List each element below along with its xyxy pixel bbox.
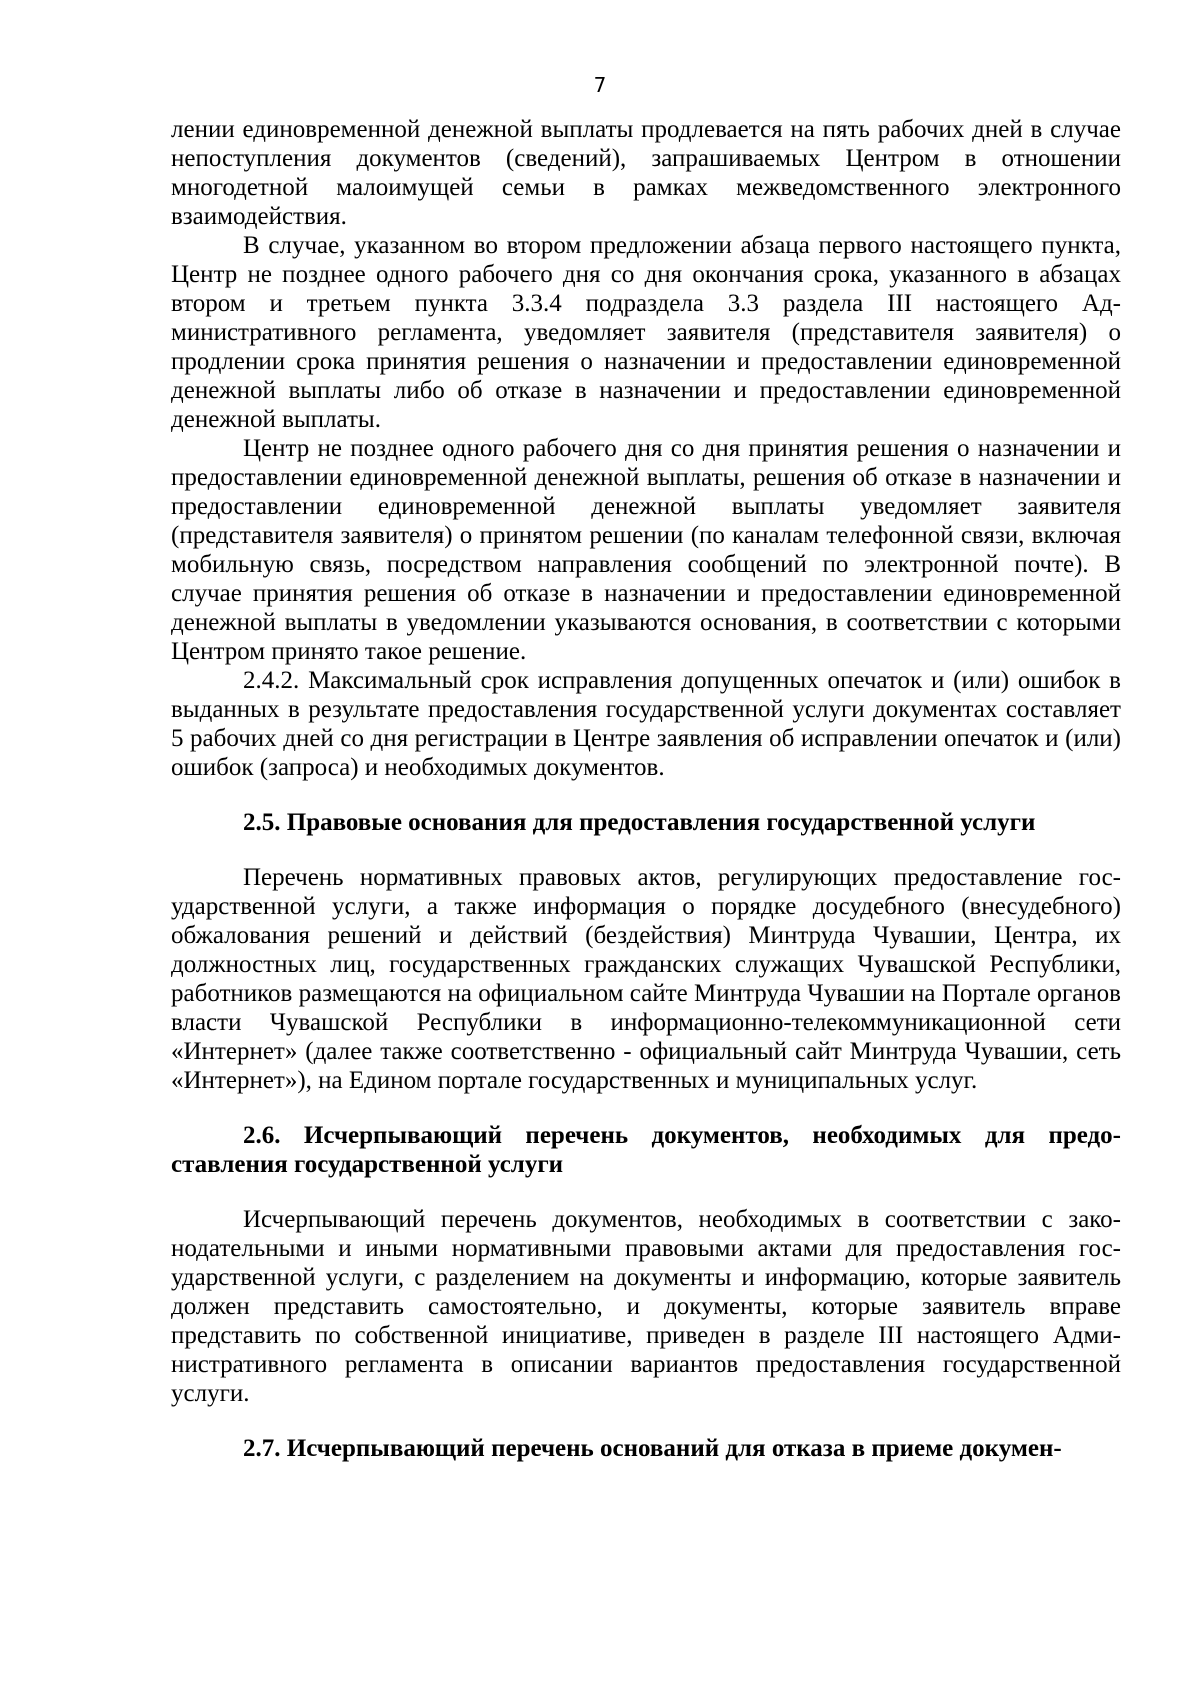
heading-2-6: 2.6. Исчерпывающий перечень документов, необходимых для предоставления государственной услуги — [171, 1122, 1121, 1178]
paragraph-2-5: Перечень нормативных правовых актов, регулирующих предоставление государственной услуги, а также информация о порядке досудебного (внесудебного) обжалования решений и действий (бездействия) Минтруда Чувашии, Центра, их должностных лиц, государственных гражданских служащих Чувашской Республики, работников размещаются на официальном сайте Минтруда Чувашии на Портале органов власти Чувашской Республики в информационно-телекоммуникационной сети «Интернет» (далее также соответственно - официальный сайт Минтруда Чувашии, сеть «Интернет»), на Едином портале государственных и муниципальных услуг. — [171, 864, 1121, 1094]
page-number: 7 — [593, 73, 607, 97]
heading-2-7: 2.7. Исчерпывающий перечень оснований для отказа в приеме докумен- — [243, 1435, 1062, 1462]
paragraph-2-6: Исчерпывающий перечень документов, необходимых в соответствии с законодательными и иными нормативными правовыми актами для предоставления государственной услуги, с разделением на документы и информацию, которые заявитель должен представить самостоятельно, и документы, которые заявитель вправе представить по собственной инициативе, приведен в разделе III настоящего Административного регламента в описании вариантов предоставления государственной услуги. — [171, 1206, 1121, 1407]
paragraph-extension-notice: В случае, указанном во втором предложении абзаца первого настоящего пункта, Центр не позднее одного рабочего дня со дня окончания срока, указанного в абзацах втором и третьем пункта 3.3.4 подраздела 3.3 раздела III настоящего Административного регламента, уведомляет заявителя (представителя заявителя) о продлении срока принятия решения о назначении и предоставлении единовременной денежной выплаты либо об отказе в назначении и предоставлении единовременной денежной выплаты. — [171, 232, 1121, 433]
paragraph-decision-notice: Центр не позднее одного рабочего дня со дня принятия решения о назначении и предоставлении единовременной денежной выплаты, решения об отказе в назначении и предоставлении единовременной денежной выплаты уведомляет заявителя (представителя заявителя) о принятом решении (по каналам телефонной связи, включая мобильную связь, посредством направления сообщений по электронной почте). В случае принятия решения об отказе в назначении и предоставлении единовременной денежной выплаты в уведомлении указываются основания, в соответствии с которыми Центром принято такое решение. — [171, 435, 1121, 665]
paragraph-2-4-2: 2.4.2. Максимальный срок исправления допущенных опечаток и (или) ошибок в выданных в результате предоставления государственной услуги документах составляет 5 рабочих дней со дня регистрации в Центре заявления об исправлении опечаток и (или) ошибок (запроса) и необходимых документов. — [171, 667, 1121, 781]
heading-2-5: 2.5. Правовые основания для предоставления государственной услуги — [243, 809, 1036, 836]
document-body — [171, 115, 1121, 1463]
paragraph-continuation: лении единовременной денежной выплаты продлевается на пять рабочих дней в случае непоступления документов (сведений), запрашиваемых Центром в отношении многодетной малоимущей семьи в рамках межведомственного электронного взаимодействия. — [171, 116, 1121, 230]
